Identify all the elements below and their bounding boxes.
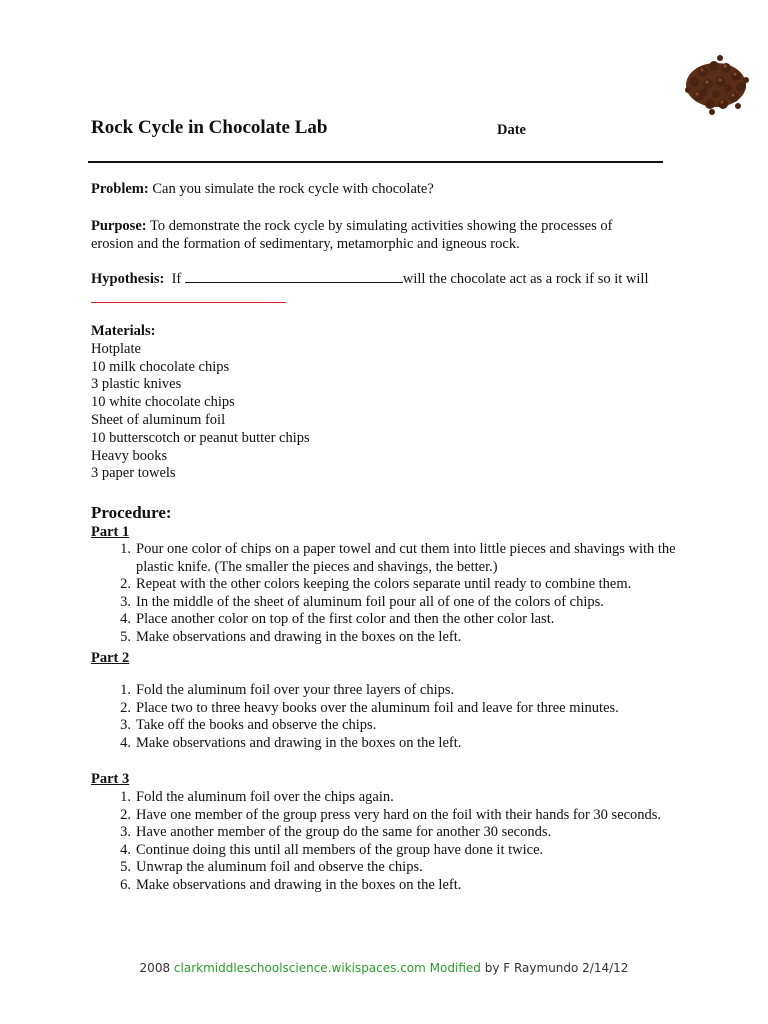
hypothesis-blank-1[interactable] bbox=[185, 271, 403, 283]
page-footer bbox=[0, 961, 768, 975]
purpose-paragraph bbox=[91, 217, 681, 253]
part-3-steps bbox=[91, 789, 691, 895]
hypothesis-prefix: If bbox=[171, 271, 182, 287]
problem-label: Problem: bbox=[91, 181, 149, 197]
page-title: Rock Cycle in Chocolate Lab bbox=[91, 117, 328, 138]
chocolate-chips-image bbox=[676, 52, 756, 118]
problem-text: Can you simulate the rock cycle with chocolate? bbox=[152, 181, 434, 197]
date-label: Date bbox=[497, 122, 526, 138]
list-item: 1. Pour one color of chips on a paper towel and cut them into little pieces and shavings with the plastic knife. (The smaller the pieces and shavings, the better.) bbox=[120, 541, 676, 575]
materials-label: Materials: bbox=[91, 323, 156, 339]
materials-section bbox=[91, 323, 310, 483]
material-item: Heavy books bbox=[91, 447, 168, 464]
part-1-label: Part 1 bbox=[91, 524, 130, 540]
material-item: Sheet of aluminum foil bbox=[91, 411, 226, 428]
material-item: 3 paper towels bbox=[91, 465, 176, 482]
list-item: 3. In the middle of the sheet of aluminum foil pour all of one of the colors of chips. bbox=[120, 593, 604, 610]
material-item: 3 plastic knives bbox=[91, 376, 182, 393]
hypothesis-paragraph bbox=[91, 270, 681, 288]
list-item: 1. Fold the aluminum foil over your three layers of chips. bbox=[120, 682, 455, 698]
list-item: 4. Place another color on top of the first color and then the other color last. bbox=[120, 611, 555, 628]
list-item: 4. Make observations and drawing in the boxes on the left. bbox=[120, 734, 462, 751]
problem-paragraph bbox=[91, 180, 681, 198]
list-item: 1. Fold the aluminum foil over the chips again. bbox=[120, 789, 394, 805]
part-3-label: Part 3 bbox=[91, 771, 130, 787]
list-item: 6. Make observations and drawing in the boxes on the left. bbox=[120, 876, 462, 893]
hypothesis-label: Hypothesis: bbox=[91, 271, 165, 287]
list-item: 2. Have one member of the group press very hard on the foil with their hands for 30 seconds. bbox=[120, 806, 662, 823]
part-2-label: Part 2 bbox=[91, 650, 130, 666]
footer-credit: by F Raymundo 2/14/12 bbox=[484, 961, 629, 975]
purpose-label: Purpose: bbox=[91, 218, 147, 234]
footer-site-link[interactable]: clarkmiddleschoolscience.wikispaces.com bbox=[173, 961, 426, 975]
header-divider bbox=[88, 161, 663, 163]
material-item: 10 butterscotch or peanut butter chips bbox=[91, 429, 310, 446]
footer-modified: Modified bbox=[429, 961, 481, 975]
material-item: Hotplate bbox=[91, 340, 141, 357]
material-item: 10 milk chocolate chips bbox=[91, 358, 230, 375]
purpose-text-line1: To demonstrate the rock cycle by simulating activities showing the processes of bbox=[149, 218, 613, 234]
list-item: 2. Repeat with the other colors keeping the colors separate until ready to combine them. bbox=[120, 576, 632, 593]
hypothesis-suffix: will the chocolate act as a rock if so it will bbox=[402, 271, 649, 287]
list-item: 3. Have another member of the group do the same for another 30 seconds. bbox=[120, 824, 552, 841]
purpose-text-line2: erosion and the formation of sedimentary, metamorphic and igneous rock. bbox=[91, 236, 520, 252]
list-item: 5. Make observations and drawing in the boxes on the left. bbox=[120, 628, 462, 645]
material-item: 10 white chocolate chips bbox=[91, 394, 235, 411]
part-2-steps bbox=[91, 682, 691, 752]
hypothesis-blank-2[interactable] bbox=[91, 302, 286, 303]
part-1-steps bbox=[91, 541, 691, 647]
footer-year: 2008 bbox=[139, 961, 171, 975]
procedure-heading: Procedure: bbox=[91, 503, 172, 522]
list-item: 4. Continue doing this until all members of the group have done it twice. bbox=[120, 841, 544, 858]
list-item: 5. Unwrap the aluminum foil and observe the chips. bbox=[120, 859, 423, 876]
list-item: 3. Take off the books and observe the chips. bbox=[120, 717, 377, 734]
list-item: 2. Place two to three heavy books over the aluminum foil and leave for three minutes. bbox=[120, 699, 619, 716]
